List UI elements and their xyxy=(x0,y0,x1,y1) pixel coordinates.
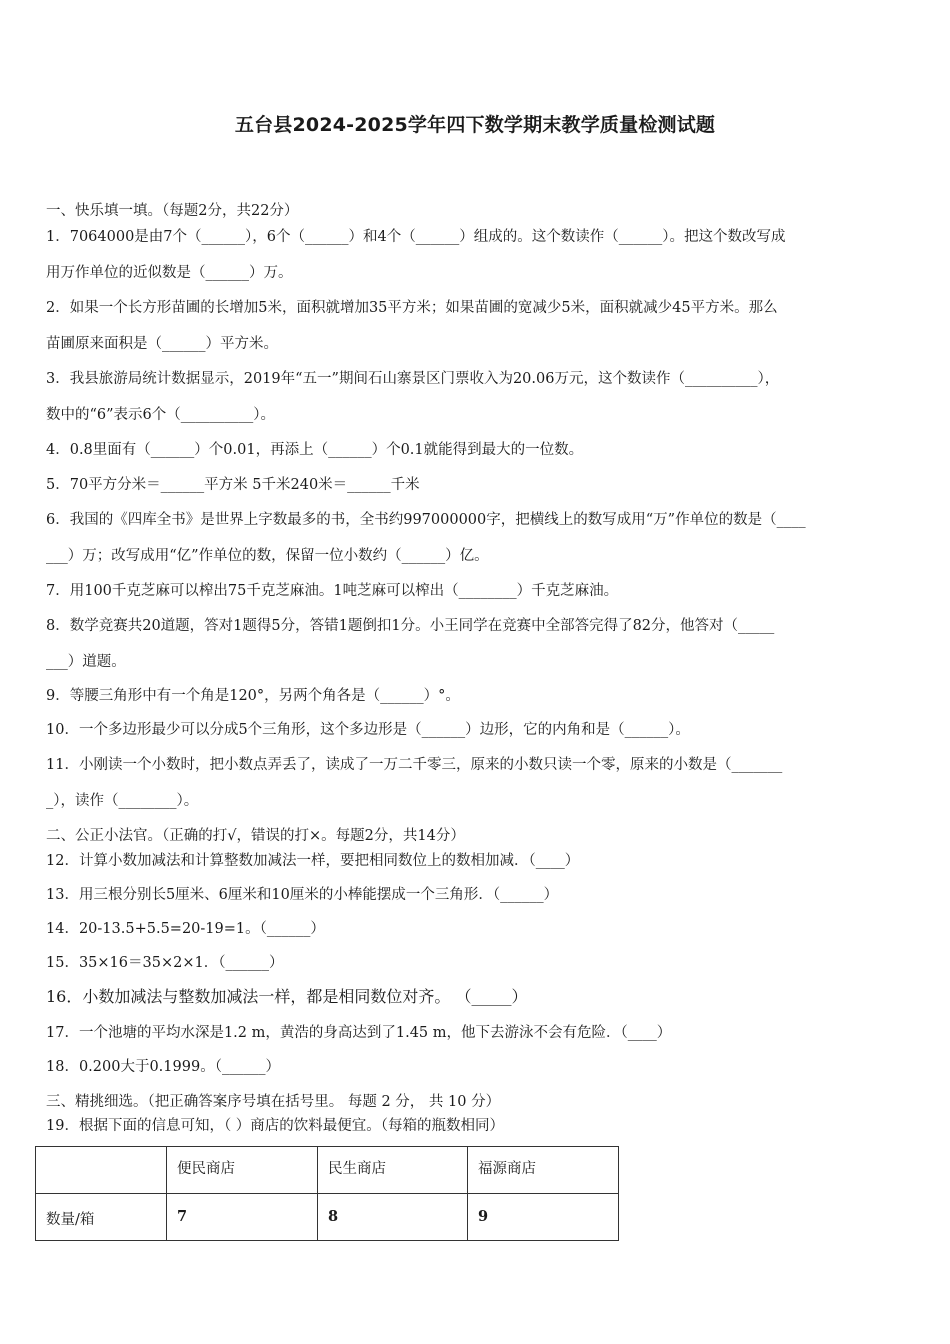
question-3-line-1: 3．我县旅游局统计数据显示，2019年“五一”期间石山寨景区门票收入为20.06万元，这个数读作（__________）， xyxy=(46,371,780,387)
question-16: 16．小数加减法与整数加减法一样，都是相同数位对齐。 （_____） xyxy=(46,987,528,1006)
question-1-line-1: 1．7064000是由7个（______），6个（______）和4个（______）组成的。这个数读作（______）。把这个数改写成 xyxy=(46,229,786,245)
table-header-cell: 便民商店 xyxy=(167,1147,318,1194)
question-3-line-2: 数中的“6”表示6个（__________）。 xyxy=(46,407,276,423)
question-7: 7．用100千克芝麻可以榨出75千克芝麻油。1吨芝麻可以榨出（________）千克芝麻油。 xyxy=(46,583,619,599)
question-15: 15．35×16＝35×2×1．（______） xyxy=(46,955,284,971)
question-12: 12．计算小数加减法和计算整数加减法一样，要把相同数位上的数相加减．（____） xyxy=(46,853,580,869)
table-cell: 9 xyxy=(468,1194,619,1241)
question-19: 19．根据下面的信息可知，（ ）商店的饮料最便宜。（每箱的瓶数相同） xyxy=(46,1118,505,1134)
table-row xyxy=(36,1194,619,1241)
question-8-line-1: 8．数学竞赛共20道题，答对1题得5分，答错1题倒扣1分。小王同学在竞赛中全部答完得了82分，他答对（_____ xyxy=(46,618,775,634)
question-14: 14．20-13.5+5.5=20-19=1。（______） xyxy=(46,921,325,937)
table-header-cell: 福源商店 xyxy=(468,1147,619,1194)
page-title: 五台县2024-2025学年四下数学期末教学质量检测试题 xyxy=(234,114,716,136)
table-row-label: 数量/箱 xyxy=(36,1194,167,1241)
question-5: 5．70平方分米＝______平方米 5千米240米＝______千米 xyxy=(46,477,420,493)
question-8-line-2: ___）道题。 xyxy=(46,654,126,670)
question-13: 13．用三根分别长5厘米、6厘米和10厘米的小棒能摆成一个三角形．（______） xyxy=(46,887,559,903)
table-cell: 8 xyxy=(318,1194,468,1241)
table-header-row xyxy=(36,1147,619,1194)
section-3-heading: 三、精挑细选。（把正确答案序号填在括号里。 每题 2 分， 共 10 分） xyxy=(46,1094,501,1110)
question-11-line-2: _），读作（________）。 xyxy=(46,793,199,809)
question-9: 9．等腰三角形中有一个角是120°，另两个角各是（______）°。 xyxy=(46,688,460,704)
question-6-line-2: ___）万；改写成用“亿”作单位的数，保留一位小数约（______）亿。 xyxy=(46,548,489,564)
table-header-cell: 民生商店 xyxy=(318,1147,468,1194)
section-2-heading: 二、公正小法官。（正确的打√，错误的打×。每题2分，共14分） xyxy=(46,828,465,844)
store-comparison-table xyxy=(35,1146,619,1241)
question-17: 17．一个池塘的平均水深是1.2 m，黄浩的身高达到了1.45 m，他下去游泳不会有危险．（____） xyxy=(46,1025,672,1041)
table-corner-cell xyxy=(36,1147,167,1194)
section-1-heading: 一、快乐填一填。（每题2分，共22分） xyxy=(46,203,299,219)
question-18: 18．0.200大于0.1999。（______） xyxy=(46,1059,280,1075)
question-4: 4．0.8里面有（______）个0.01，再添上（______）个0.1就能得到最大的一位数。 xyxy=(46,442,584,458)
question-11-line-1: 11．小刚读一个小数时，把小数点弄丢了，读成了一万二千零三，原来的小数只读一个零，原来的小数是（_______ xyxy=(46,757,783,773)
question-2-line-1: 2．如果一个长方形苗圃的长增加5米，面积就增加35平方米；如果苗圃的宽减少5米，面积就减少45平方米。那么 xyxy=(46,300,778,316)
question-1-line-2: 用万作单位的近似数是（______）万。 xyxy=(46,265,293,281)
question-6-line-1: 6．我国的《四库全书》是世界上字数最多的书，全书约997000000字，把横线上的数写成用“万”作单位的数是（____ xyxy=(46,512,806,528)
question-2-line-2: 苗圃原来面积是（______）平方米。 xyxy=(46,336,278,352)
table-cell: 7 xyxy=(167,1194,318,1241)
question-10: 10．一个多边形最少可以分成5个三角形，这个多边形是（______）边形，它的内角和是（______）。 xyxy=(46,722,690,738)
